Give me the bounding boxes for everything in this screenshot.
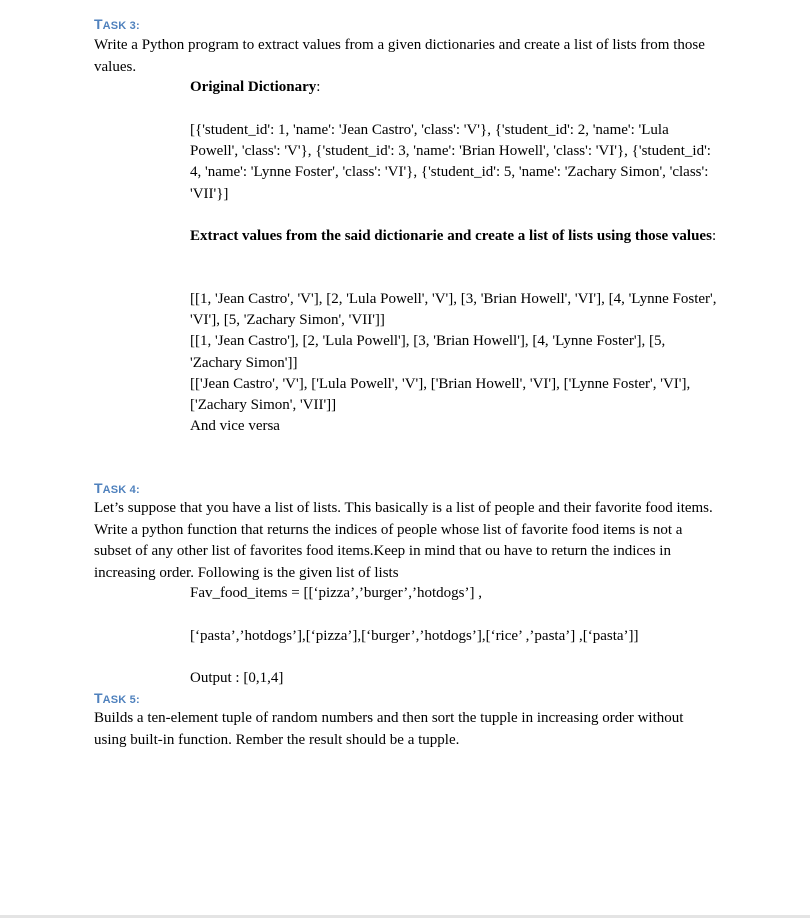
task3-result-2: [[1, 'Jean Castro'], [2, 'Lula Powell'], [3, 'Brian Howell'], [4, 'Lynne Foster'], [5, 'Zachary Simon']] — [190, 333, 666, 371]
task3-result-3: [['Jean Castro', 'V'], ['Lula Powell', 'V'], ['Brian Howell', 'VI'], ['Lynne Foster', 'VI'], ['Zachary Simon', 'VII']] — [190, 375, 691, 414]
task4-heading: TASK 4: — [94, 480, 140, 496]
task5-heading: TASK 5: — [94, 690, 140, 706]
task3-section — [94, 15, 734, 33]
task3-result-1: [[1, 'Jean Castro', 'V'], [2, 'Lula Powell', 'V'], [3, 'Brian Howell', 'VI'], [4, 'Lynne Foster', 'VI'], [5, 'Zachary Simon', 'VII']] — [190, 291, 717, 329]
task3-original-dictionary — [190, 120, 720, 205]
task4-fav-line1: Fav_food_items = [[‘pizza’,’burger’,’hotdogs’] , — [190, 585, 482, 601]
task3-heading: TASK 3: — [94, 16, 140, 32]
task3-vice-versa: And vice versa — [190, 418, 280, 435]
task4-fav-line2: [‘pasta’,’hotdogs’],[‘pizza’],[‘burger’,’hotdogs’],[‘rice’ ,’pasta’] ,[‘pasta’]] — [190, 628, 639, 644]
task3-extract-label: Extract values from the said dictionarie and create a list of lists using those values: — [190, 228, 717, 244]
task3-extract-label-block — [190, 226, 720, 247]
task5-intro-block — [94, 708, 719, 751]
task4-section — [94, 479, 734, 497]
task3-original-value: [{'student_id': 1, 'name': 'Jean Castro', 'class': 'V'}, {'student_id': 2, 'name': 'Lula Powell', 'class': 'V'}, {'student_id': 3, 'name': 'Brian Howell', 'class': 'VI'}, {'student_id': 4, 'name': 'Lynne Foster', 'class': 'VI'}, {'student_id': 5, 'name': 'Zachary Simon', 'class': 'VII'}] — [190, 122, 711, 202]
task4-fav-line2-block — [190, 626, 750, 647]
task4-output: Output : [0,1,4] — [190, 670, 284, 686]
task4-intro-block — [94, 498, 719, 584]
task3-original-label-block — [190, 77, 720, 98]
task5-intro: Builds a ten-element tuple of random numbers and then sort the tupple in increasing order without using built-in function. Rember the result should be a tupple. — [94, 710, 684, 748]
task5-section — [94, 689, 734, 707]
task4-output-block — [190, 668, 720, 689]
task3-results — [190, 289, 720, 437]
task4-intro: Let’s suppose that you have a list of lists. This basically is a list of people and their favorite food items. Write a python function that returns the indices of people whose list of favorite food items is not a subset of any other list of favorites food items.Keep in mind that ou have to return the indices in increasing order. Following is the given list of lists — [94, 500, 713, 581]
task3-original-label: Original Dictionary: — [190, 79, 321, 95]
task3-intro-block — [94, 35, 719, 78]
task3-intro: Write a Python program to extract values from a given dictionaries and create a list of lists from those values. — [94, 37, 705, 75]
task4-fav-line1-block — [190, 583, 750, 604]
